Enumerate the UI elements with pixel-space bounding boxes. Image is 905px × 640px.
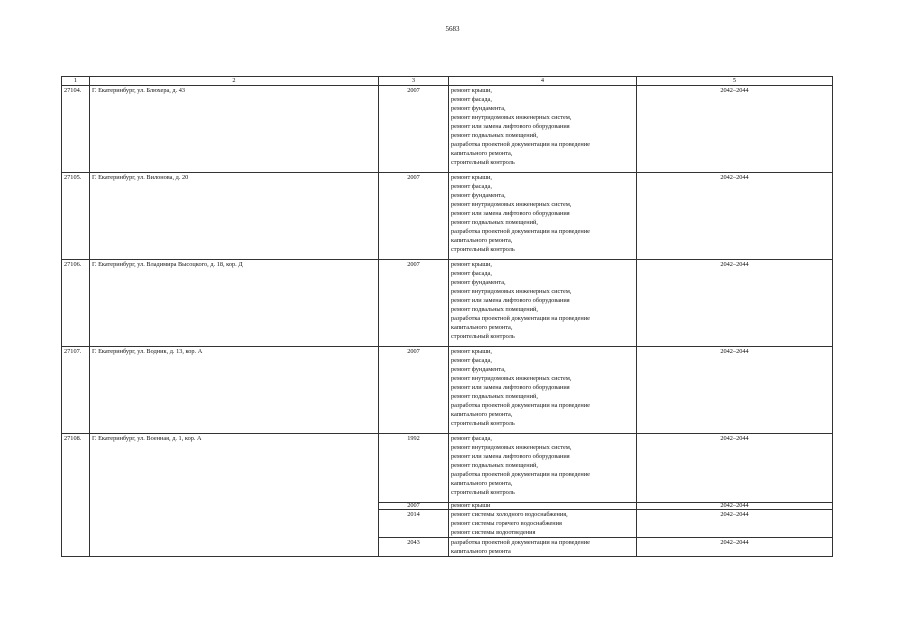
period-cell: 2042–2044 <box>637 260 833 347</box>
address-cell: Г. Екатеринбург, ул. Водник, д. 13, кор. А <box>90 347 379 434</box>
work-item: строительный контроль <box>451 159 515 167</box>
work-item: ремонт или замена лифтового оборудования <box>451 123 570 131</box>
year-cell: 2007 <box>379 173 449 260</box>
period-cell: 2042–2044 <box>637 510 833 538</box>
works-cell <box>449 503 637 510</box>
header-col-1: 1 <box>62 77 90 86</box>
work-item: строительный контроль <box>451 420 515 428</box>
work-item: ремонт подвальных помещений, <box>451 132 538 140</box>
work-item: капитального ремонта, <box>451 324 513 332</box>
row-number: 27105. <box>62 173 90 260</box>
year-cell: 2007 <box>379 503 449 510</box>
header-row <box>62 77 833 86</box>
works-cell <box>449 538 637 557</box>
row-number: 27106. <box>62 260 90 347</box>
work-item: капитального ремонта, <box>451 411 513 419</box>
work-item: разработка проектной документации на проведение <box>451 315 590 323</box>
work-item: ремонт фундамента, <box>451 279 506 287</box>
address-cell: Г. Екатеринбург, ул. Блюхера, д. 43 <box>90 86 379 173</box>
work-item: капитального ремонта, <box>451 237 513 245</box>
work-item: ремонт или замена лифтового оборудования <box>451 210 570 218</box>
work-item: ремонт крыши, <box>451 261 493 268</box>
address-cell: Г. Екатеринбург, ул. Вилонова, д. 20 <box>90 173 379 260</box>
row-number: 27108. <box>62 434 90 557</box>
work-item: ремонт внутридомовых инженерных систем, <box>451 201 572 209</box>
work-item: ремонт подвальных помещений, <box>451 219 538 227</box>
work-item: капитального ремонта <box>451 548 511 556</box>
work-item: ремонт или замена лифтового оборудования <box>451 384 570 392</box>
page-number: 5683 <box>445 25 460 33</box>
year-cell: 2007 <box>379 260 449 347</box>
period-cell: 2042–2044 <box>637 86 833 173</box>
work-item: ремонт фундамента, <box>451 366 506 374</box>
period-cell: 2042–2044 <box>637 503 833 510</box>
work-item: ремонт системы холодного водоснабжения, <box>451 511 568 518</box>
work-item: ремонт подвальных помещений, <box>451 306 538 314</box>
period-cell: 2042–2044 <box>637 347 833 434</box>
year-cell: 2043 <box>379 538 449 557</box>
year-cell: 2007 <box>379 347 449 434</box>
works-cell <box>449 347 637 434</box>
header-col-4: 4 <box>449 77 637 86</box>
work-item: капитального ремонта, <box>451 480 513 488</box>
header-col-2: 2 <box>90 77 379 86</box>
period-cell: 2042–2044 <box>637 538 833 557</box>
work-item: ремонт системы горячего водоснабжения <box>451 520 562 528</box>
work-item: ремонт крыши, <box>451 348 493 355</box>
works-cell <box>449 86 637 173</box>
work-item: ремонт внутридомовых инженерных систем, <box>451 444 572 452</box>
year-cell: 2014 <box>379 510 449 538</box>
work-item: строительный контроль <box>451 246 515 254</box>
work-item: разработка проектной документации на проведение <box>451 539 590 547</box>
work-item: ремонт внутридомовых инженерных систем, <box>451 375 572 383</box>
works-cell <box>449 510 637 538</box>
work-item: капитального ремонта, <box>451 150 513 158</box>
row-number: 27104. <box>62 86 90 173</box>
address-cell: Г. Екатеринбург, ул. Военная, д. 1, кор. А <box>90 434 379 557</box>
work-item: строительный контроль <box>451 489 515 497</box>
repair-schedule-table <box>61 76 833 557</box>
work-item: ремонт фасада, <box>451 435 492 442</box>
work-item: ремонт фундамента, <box>451 105 506 113</box>
work-item: разработка проектной документации на проведение <box>451 228 590 236</box>
work-item: ремонт внутридомовых инженерных систем, <box>451 114 572 122</box>
work-item: ремонт фасада, <box>451 357 492 365</box>
work-item: ремонт фасада, <box>451 183 492 191</box>
table-row <box>62 173 833 260</box>
work-item: ремонт крыши <box>451 502 491 509</box>
work-item: ремонт внутридомовых инженерных систем, <box>451 288 572 296</box>
work-item: разработка проектной документации на проведение <box>451 471 590 479</box>
work-item: разработка проектной документации на проведение <box>451 141 590 149</box>
table-row <box>62 347 833 434</box>
work-item: ремонт фундамента, <box>451 192 506 200</box>
work-item: ремонт фасада, <box>451 270 492 278</box>
row-number: 27107. <box>62 347 90 434</box>
period-cell: 2042–2044 <box>637 434 833 503</box>
period-cell: 2042–2044 <box>637 173 833 260</box>
work-item: ремонт системы водоотведения <box>451 529 536 537</box>
works-cell <box>449 260 637 347</box>
work-item: разработка проектной документации на проведение <box>451 402 590 410</box>
year-cell: 1992 <box>379 434 449 503</box>
work-item: ремонт или замена лифтового оборудования <box>451 297 570 305</box>
work-item: ремонт фасада, <box>451 96 492 104</box>
works-cell <box>449 173 637 260</box>
table-row <box>62 434 833 503</box>
work-item: ремонт крыши, <box>451 174 493 181</box>
header-col-3: 3 <box>379 77 449 86</box>
work-item: ремонт подвальных помещений, <box>451 462 538 470</box>
header-col-5: 5 <box>637 77 833 86</box>
works-cell <box>449 434 637 503</box>
work-item: ремонт подвальных помещений, <box>451 393 538 401</box>
work-item: ремонт крыши, <box>451 87 493 94</box>
table-row <box>62 86 833 173</box>
address-cell: Г. Екатеринбург, ул. Владимира Высоцкого, д. 18, кор. Д <box>90 260 379 347</box>
table-row <box>62 260 833 347</box>
work-item: ремонт или замена лифтового оборудования <box>451 453 570 461</box>
work-item: строительный контроль <box>451 333 515 341</box>
year-cell: 2007 <box>379 86 449 173</box>
